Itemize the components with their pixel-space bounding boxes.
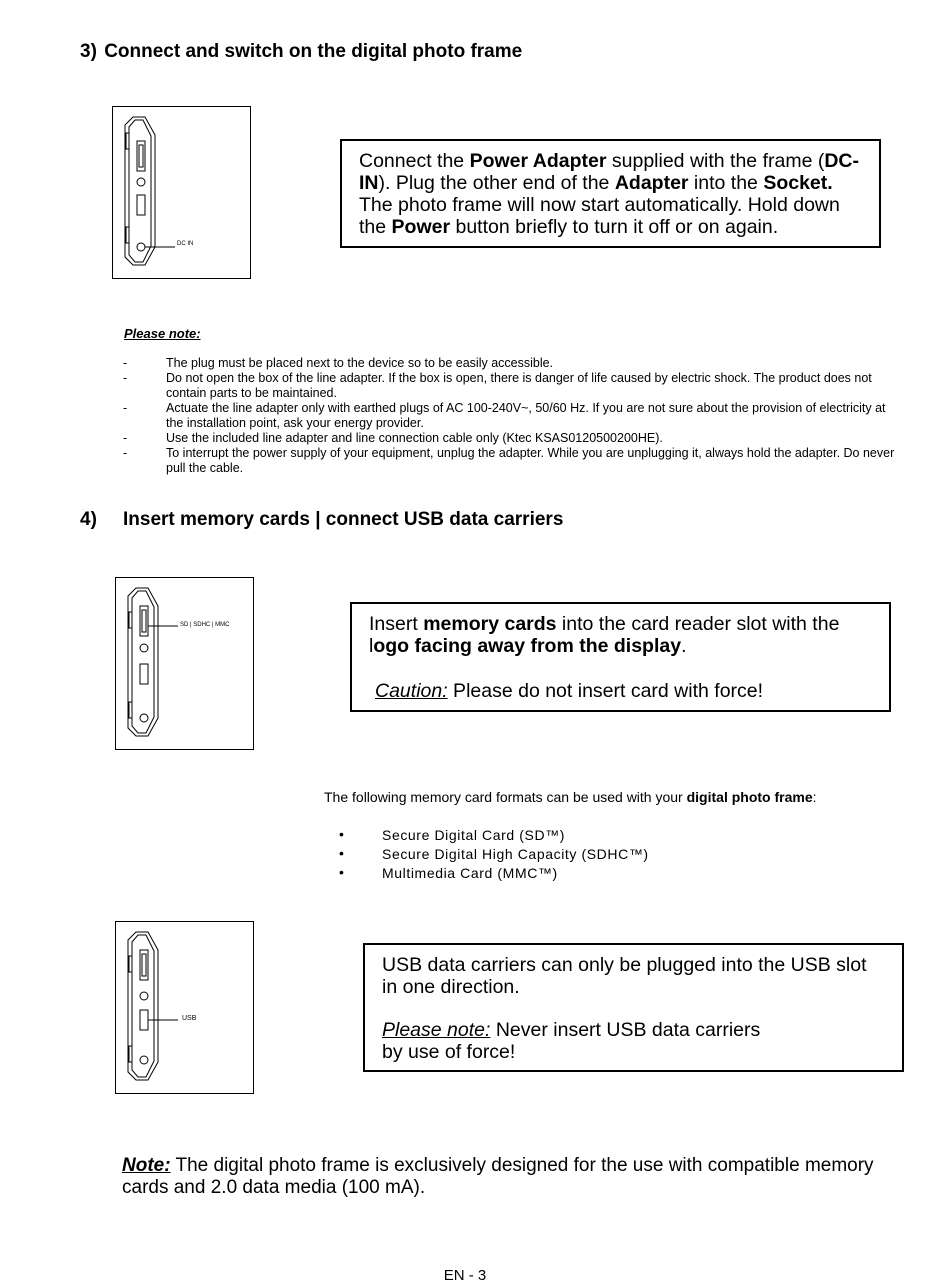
callout-text: button briefly to turn it off or on again. — [450, 216, 779, 238]
section-3-heading — [80, 41, 522, 63]
caution-text: Please do not insert card with force! — [447, 680, 764, 702]
callout-text: supplied with the frame ( — [606, 150, 825, 172]
dash-marker: - — [123, 446, 128, 460]
section-4-heading — [80, 509, 564, 531]
usb-note-label: Please note: — [382, 1019, 491, 1041]
section-3-title: Connect and switch on the digital photo frame — [104, 41, 523, 62]
please-note-heading: Please note: — [124, 326, 201, 341]
intro-bold: digital photo frame — [686, 789, 813, 805]
callout-text: ). Plug the other end of the — [378, 172, 615, 194]
callout-text: into the card reader slot with the l — [369, 613, 840, 657]
list-item — [339, 827, 649, 846]
caution-line — [369, 680, 872, 702]
list-item — [123, 356, 898, 371]
callout-bold: Socket. — [763, 172, 833, 194]
usb-callout — [363, 943, 904, 1072]
callout-text: Connect the — [359, 150, 470, 172]
list-item — [339, 846, 649, 865]
intro-text: The following memory card formats can be used with your — [324, 789, 687, 805]
bullet-marker: • — [339, 826, 345, 842]
usb-callout-text: USB data carriers can only be plugged into the USB slot in one direction. — [382, 954, 867, 998]
dash-marker: - — [123, 431, 128, 445]
final-note-label: Note: — [122, 1155, 171, 1176]
list-item — [339, 865, 649, 884]
list-item-text: Do not open the box of the line adapter. If the box is open, there is danger of life caused by electric shock. The product does not contain parts to be maintained. — [166, 371, 872, 400]
card-slot-label: SD | SDHC | MMC — [180, 622, 230, 628]
format-text: Multimedia Card (MMC™) — [382, 865, 558, 881]
format-text: Secure Digital High Capacity (SDHC™) — [382, 846, 649, 862]
final-note — [122, 1155, 882, 1199]
callout-text: Insert — [369, 613, 424, 635]
memory-card-callout — [350, 602, 891, 712]
dc-in-label: DC IN — [177, 241, 194, 247]
list-item-text: To interrupt the power supply of your equipment, unplug the adapter. While you are unplugging it, always hold the adapter. Do never pull the cable. — [166, 446, 895, 475]
format-text: Secure Digital Card (SD™) — [382, 827, 566, 843]
bullet-marker: • — [339, 845, 345, 861]
dash-marker: - — [123, 356, 128, 370]
caution-label: Caution: — [375, 680, 448, 702]
list-item-text: Actuate the line adapter only with earthed plugs of AC 100-240V~, 50/60 Hz. If you are not sure about the provision of electricity at the installation point, ask your energy provider. — [166, 401, 886, 430]
device-figure-card-slot — [115, 577, 254, 750]
usb-note-line — [382, 1019, 885, 1041]
page-number: EN - 3 — [443, 1267, 487, 1284]
callout-bold: Power — [391, 216, 451, 238]
dash-marker: - — [123, 401, 128, 415]
section-4-number: 4) — [80, 509, 97, 530]
device-figure-dc-in — [112, 106, 251, 279]
callout-text: into the — [688, 172, 764, 194]
callout-bold: Adapter — [614, 172, 689, 194]
list-item-text: Use the included line adapter and line connection cable only (Ktec KSAS0120500200HE). — [166, 431, 663, 445]
final-note-text: The digital photo frame is exclusively designed for the use with compatible memory cards and 2.0 data media (100 mA). — [122, 1155, 874, 1198]
safety-notes-list — [123, 356, 898, 476]
list-item — [123, 446, 898, 476]
usb-label: USB — [182, 1015, 197, 1022]
device-figure-usb — [115, 921, 254, 1094]
card-formats-list — [339, 827, 649, 884]
callout-bold: DC-IN — [359, 150, 859, 194]
callout-bold: ogo facing away from the display — [373, 635, 682, 657]
power-adapter-callout — [340, 139, 881, 248]
usb-note-text: by use of force! — [382, 1041, 516, 1063]
list-item — [123, 401, 898, 431]
dash-marker: - — [123, 371, 128, 385]
intro-text: : — [812, 789, 817, 805]
callout-bold: Power Adapter — [469, 150, 607, 172]
callout-text: . — [681, 635, 687, 657]
section-4-title: Insert memory cards | connect USB data carriers — [123, 509, 564, 530]
callout-bold: memory cards — [423, 613, 557, 635]
callout-text: The photo frame will now start automatically. Hold down the — [359, 194, 840, 238]
list-item — [123, 371, 898, 401]
list-item — [123, 431, 898, 446]
bullet-marker: • — [339, 864, 345, 880]
list-item-text: The plug must be placed next to the device so to be easily accessible. — [166, 356, 554, 370]
usb-note-text: Never insert USB data carriers — [490, 1019, 761, 1041]
section-3-number: 3) — [80, 41, 97, 62]
formats-intro — [324, 789, 817, 805]
